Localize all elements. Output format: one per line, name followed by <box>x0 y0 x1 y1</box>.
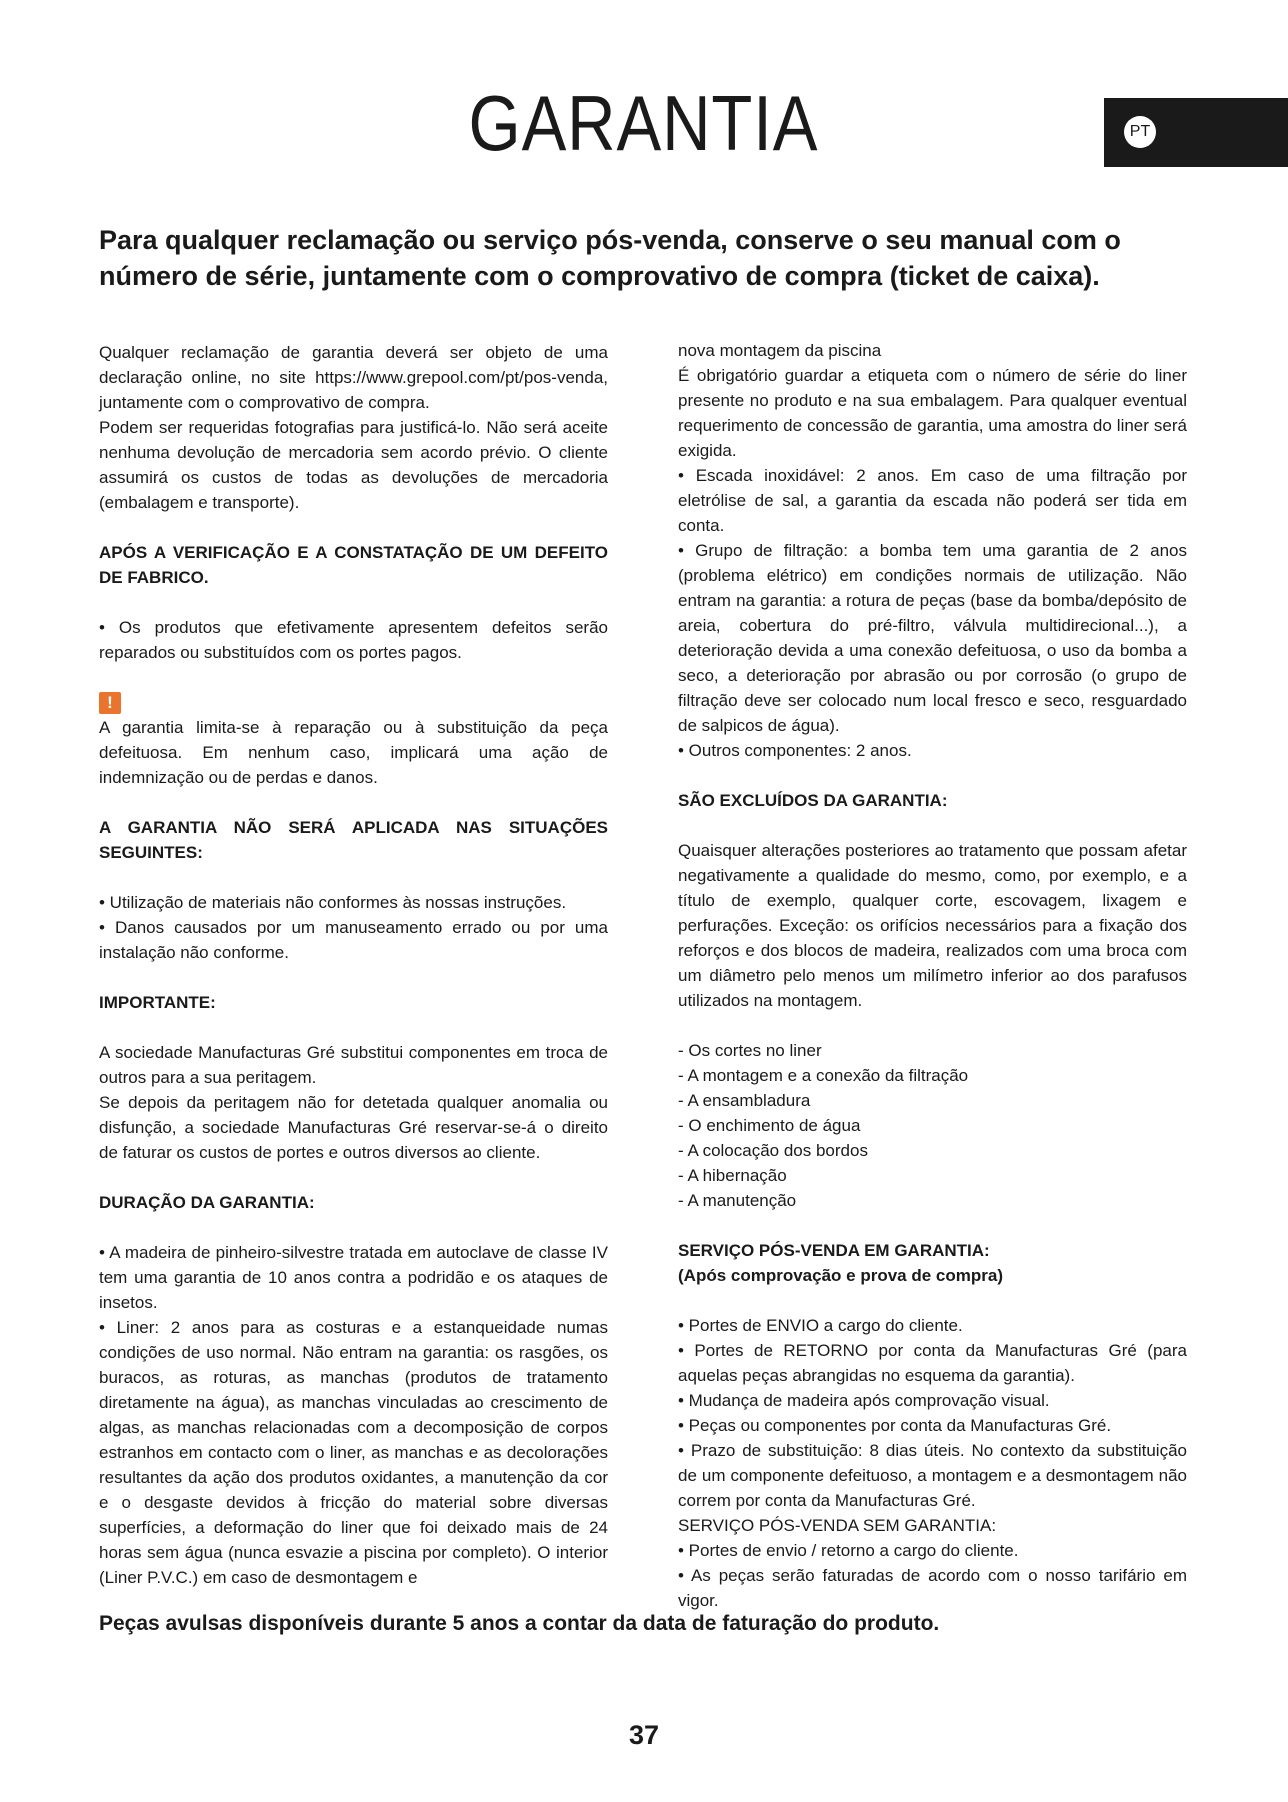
paragraph: É obrigatório guardar a etiqueta com o número de série do liner presente no produto e na sua embalagem. Para qualquer eventual requerimento de concessão de garantia, uma amostra do liner será exigida. <box>678 366 1187 460</box>
paragraph: A sociedade Manufacturas Gré substitui componentes em troca de outros para a sua peritagem. <box>99 1043 608 1087</box>
language-tab <box>1104 98 1288 167</box>
bullet-item: • Portes de envio / retorno a cargo do cliente. <box>678 1541 1019 1560</box>
bullet-item: • Utilização de materiais não conformes às nossas instruções. <box>99 893 567 912</box>
intro-text: Para qualquer reclamação ou serviço pós-venda, conserve o seu manual com o número de série, juntamente com o comprovativo de compra (ticket de caixa). <box>99 225 1121 291</box>
page-number: 37 <box>628 1720 660 1750</box>
bullet-item: • Prazo de substituição: 8 dias úteis. No contexto da substituição de um componente defeituoso, a montagem e a desmontagem não correm por conta da Manufacturas Gré. <box>678 1441 1187 1510</box>
list-item: - A montagem e a conexão da filtração <box>678 1066 969 1085</box>
paragraph: A garantia limita-se à reparação ou à substituição da peça defeituosa. Em nenhum caso, implicará uma ação de indemnização ou de perdas e danos. <box>99 718 608 787</box>
bullet-item: • Liner: 2 anos para as costuras e a estanqueidade numas condições de uso normal. Não entram na garantia: os rasgões, os buracos, as roturas, as manchas (produtos de tratamento diretamente na água), as manchas vinculadas ao crescimento de algas, as manchas relacionadas com a decomposição de corpos estranhos em contacto com o liner, as manchas e as decolorações resultantes da ação dos produtos oxidantes, a manutenção da cor e o desgaste devidos à fricção do material sobre diversas superfícies, a deformação do liner que foi deixado mais de 24 horas sem água (nunca esvazie a piscina por completo). O interior (Liner P.V.C.) em caso de desmontagem e <box>99 1318 608 1587</box>
spare-parts-note: Peças avulsas disponíveis durante 5 anos a contar da data de faturação do produto. <box>99 1612 940 1635</box>
bullet-item: • Peças ou componentes por conta da Manufacturas Gré. <box>678 1416 1112 1435</box>
bullet-item: • Danos causados por um manuseamento errado ou por uma instalação não conforme. <box>99 918 608 962</box>
warning-icon: ! <box>99 692 121 714</box>
list-item: - Os cortes no liner <box>678 1041 822 1060</box>
paragraph: Podem ser requeridas fotografias para justificá-lo. Não será aceite nenhuma devolução de mercadoria sem acordo prévio. O cliente assumirá os custos de todas as devoluções de mercadoria (embalagem e transporte). <box>99 418 608 512</box>
bullet-item: • Os produtos que efetivamente apresentem defeitos serão reparados ou substituídos com os portes pagos. <box>99 618 608 662</box>
list-item: - A colocação dos bordos <box>678 1141 868 1160</box>
list-item: - O enchimento de água <box>678 1116 861 1135</box>
list-item: - A hibernação <box>678 1166 787 1185</box>
section-subheading: (Após comprovação e prova de compra) <box>678 1266 1003 1285</box>
section-heading: SERVIÇO PÓS-VENDA EM GARANTIA: <box>678 1241 990 1260</box>
page-title: GARANTIA <box>468 79 819 167</box>
paragraph: Quaisquer alterações posteriores ao tratamento que possam afetar negativamente a qualidade do mesmo, como, por exemplo, e a título de exemplo, qualquer corte, escovagem, lixagem e perfurações. Exceção: os orifícios necessários para a fixação dos reforços e dos blocos de madeira, realizados com uma broca com um diâmetro pelo menos um milímetro inferior ao dos parafusos utilizados na montagem. <box>678 841 1187 1010</box>
list-item: - A ensambladura <box>678 1091 811 1110</box>
section-heading: IMPORTANTE: <box>99 993 216 1012</box>
bullet-item: • Grupo de filtração: a bomba tem uma garantia de 2 anos (problema elétrico) em condições normais de utilização. Não entram na garantia: a rotura de peças (base da bomba/depósito de areia, cobertura do pré-filtro, válvula multidirecional...), a deterioração devida a uma conexão defeituosa, o uso da bomba a seco, a deterioração por abrasão ou por corrosão (o grupo de filtração deve ser colocado num local fresco e seco, resguardado de salpicos de água). <box>678 541 1187 735</box>
language-badge: PT <box>1124 116 1156 148</box>
left-column <box>99 340 608 1590</box>
right-column <box>678 338 1187 1613</box>
section-heading: DURAÇÃO DA GARANTIA: <box>99 1193 315 1212</box>
section-heading: APÓS A VERIFICAÇÃO E A CONSTATAÇÃO DE UM DEFEITO DE FABRICO. <box>99 543 608 587</box>
bullet-item: • Outros componentes: 2 anos. <box>678 741 912 760</box>
bullet-item: • Escada inoxidável: 2 anos. Em caso de uma filtração por eletrólise de sal, a garantia da escada não poderá ser tida em conta. <box>678 466 1187 535</box>
paragraph: SERVIÇO PÓS-VENDA SEM GARANTIA: <box>678 1516 997 1535</box>
paragraph: Qualquer reclamação de garantia deverá ser objeto de uma declaração online, no site https://www.grepool.com/pt/pos-venda, juntamente com o comprovativo de compra. <box>99 343 608 412</box>
section-heading: A GARANTIA NÃO SERÁ APLICADA NAS SITUAÇÕES SEGUINTES: <box>99 818 608 862</box>
list-item: - A manutenção <box>678 1191 797 1210</box>
bullet-item: • A madeira de pinheiro-silvestre tratada em autoclave de classe IV tem uma garantia de 10 anos contra a podridão e os ataques de insetos. <box>99 1243 608 1312</box>
paragraph: nova montagem da piscina <box>678 341 882 360</box>
bullet-item: • Portes de RETORNO por conta da Manufacturas Gré (para aquelas peças abrangidas no esquema da garantia). <box>678 1341 1187 1385</box>
bullet-item: • Mudança de madeira após comprovação visual. <box>678 1391 1050 1410</box>
bullet-item: • Portes de ENVIO a cargo do cliente. <box>678 1316 963 1335</box>
section-heading: SÃO EXCLUÍDOS DA GARANTIA: <box>678 791 948 810</box>
paragraph: Se depois da peritagem não for detetada qualquer anomalia ou disfunção, a sociedade Manufacturas Gré reservar-se-á o direito de faturar os custos de portes e outros diversos ao cliente. <box>99 1093 608 1162</box>
bullet-item: • As peças serão faturadas de acordo com o nosso tarifário em vigor. <box>678 1566 1187 1610</box>
